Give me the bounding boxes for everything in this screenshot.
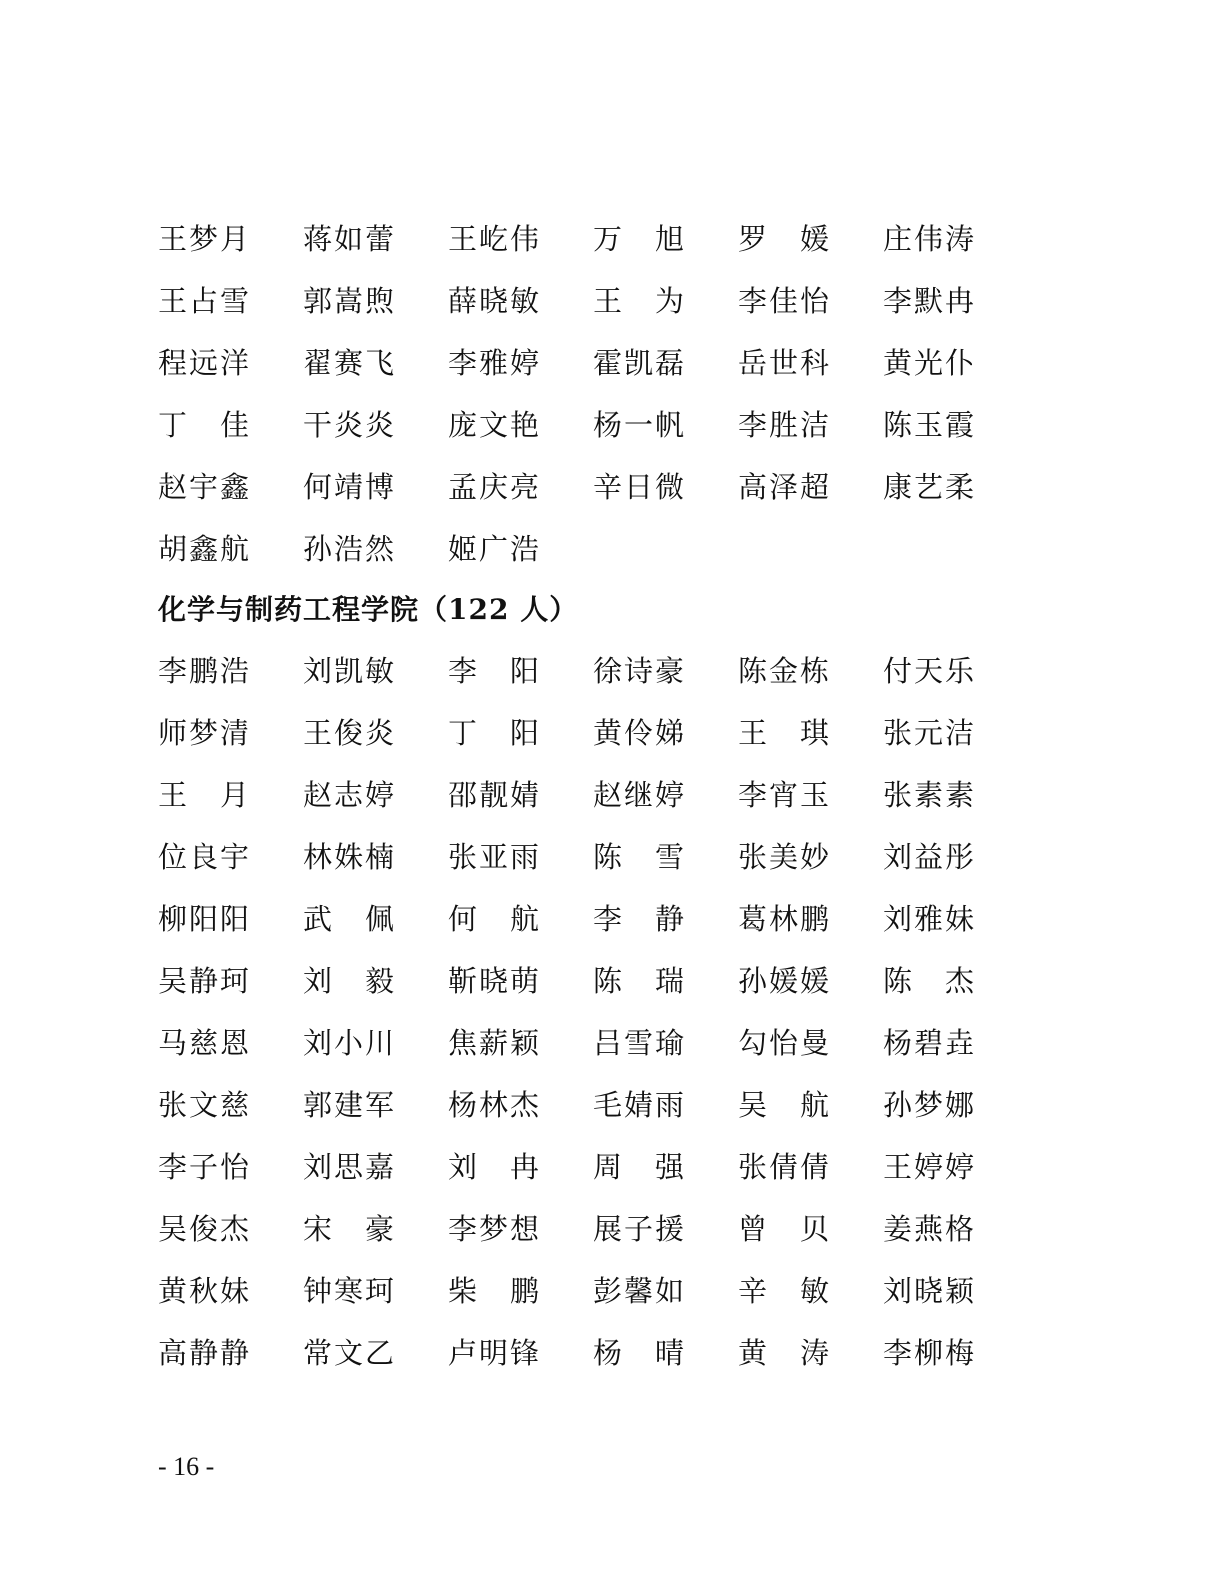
- name-cell: 卢明锋: [448, 1336, 542, 1370]
- name-cell: 刘 毅: [303, 964, 397, 998]
- name-cell: 丁 阳: [448, 716, 542, 750]
- name-cell: 干炎炎: [303, 408, 397, 442]
- name-cell: 彭馨如: [593, 1274, 687, 1308]
- name-cell: 毛婧雨: [593, 1088, 687, 1122]
- name-cell: 王俊炎: [303, 716, 397, 750]
- name-cell: 吴俊杰: [158, 1212, 252, 1246]
- name-cell: 曾 贝: [738, 1212, 832, 1246]
- name-cell: 王屹伟: [448, 222, 542, 256]
- name-cell: 勾怡曼: [738, 1026, 832, 1060]
- name-cell: 庞文艳: [448, 408, 542, 442]
- name-row: [158, 1198, 1058, 1260]
- name-row: [158, 1260, 1058, 1322]
- name-cell: 马慈恩: [158, 1026, 252, 1060]
- name-cell: 何 航: [448, 902, 542, 936]
- name-cell: 庄伟涛: [883, 222, 977, 256]
- name-row: [158, 518, 1058, 580]
- name-row: [158, 1136, 1058, 1198]
- name-cell: 王 月: [158, 778, 252, 812]
- name-cell: 杨林杰: [448, 1088, 542, 1122]
- name-cell: 林姝楠: [303, 840, 397, 874]
- name-row: [158, 270, 1058, 332]
- page-number: - 16 -: [158, 1452, 215, 1481]
- name-cell: 徐诗豪: [593, 654, 687, 688]
- name-cell: 周 强: [593, 1150, 687, 1184]
- name-cell: 张美妙: [738, 840, 832, 874]
- name-cell: 展子援: [593, 1212, 687, 1246]
- name-cell: 郭建军: [303, 1088, 397, 1122]
- name-cell: 焦薪颖: [448, 1026, 542, 1060]
- name-cell: 李佳怡: [738, 284, 832, 318]
- name-cell: 王婷婷: [883, 1150, 977, 1184]
- name-cell: 赵宇鑫: [158, 470, 252, 504]
- name-row: [158, 332, 1058, 394]
- name-cell: 岳世科: [738, 346, 832, 380]
- name-cell: 辛 敏: [738, 1274, 832, 1308]
- name-list-section-2: [158, 640, 1058, 1384]
- name-cell: 赵继婷: [593, 778, 687, 812]
- name-cell: 黄伶娣: [593, 716, 687, 750]
- name-cell: 孟庆亮: [448, 470, 542, 504]
- name-row: [158, 826, 1058, 888]
- name-cell: 陈金栋: [738, 654, 832, 688]
- name-row: [158, 394, 1058, 456]
- name-cell: 孙浩然: [303, 532, 397, 566]
- name-cell: 翟赛飞: [303, 346, 397, 380]
- name-cell: 陈 杰: [883, 964, 977, 998]
- name-cell: 黄光仆: [883, 346, 977, 380]
- name-list-section-1: [158, 208, 1058, 580]
- name-cell: 高泽超: [738, 470, 832, 504]
- name-cell: 钟寒珂: [303, 1274, 397, 1308]
- name-cell: 刘雅妹: [883, 902, 977, 936]
- name-cell: 胡鑫航: [158, 532, 252, 566]
- name-cell: 吴静珂: [158, 964, 252, 998]
- name-cell: 辛日微: [593, 470, 687, 504]
- name-cell: 姬广浩: [448, 532, 542, 566]
- name-cell: 武 佩: [303, 902, 397, 936]
- name-row: [158, 456, 1058, 518]
- name-cell: 陈玉霞: [883, 408, 977, 442]
- name-cell: 李默冉: [883, 284, 977, 318]
- name-cell: 薛晓敏: [448, 284, 542, 318]
- name-row: [158, 640, 1058, 702]
- name-cell: 张文慈: [158, 1088, 252, 1122]
- name-cell: 刘凯敏: [303, 654, 397, 688]
- name-cell: 陈 雪: [593, 840, 687, 874]
- name-cell: 刘益彤: [883, 840, 977, 874]
- name-cell: 王占雪: [158, 284, 252, 318]
- name-cell: 杨一帆: [593, 408, 687, 442]
- name-cell: 李宵玉: [738, 778, 832, 812]
- name-row: [158, 208, 1058, 270]
- name-cell: 李柳梅: [883, 1336, 977, 1370]
- name-cell: 李 阳: [448, 654, 542, 688]
- name-cell: 程远洋: [158, 346, 252, 380]
- name-cell: 师梦清: [158, 716, 252, 750]
- name-cell: 位良宇: [158, 840, 252, 874]
- name-cell: 孙媛媛: [738, 964, 832, 998]
- name-cell: 王 为: [593, 284, 687, 318]
- name-cell: 李子怡: [158, 1150, 252, 1184]
- name-cell: 刘晓颖: [883, 1274, 977, 1308]
- name-row: [158, 1012, 1058, 1074]
- name-cell: 柴 鹏: [448, 1274, 542, 1308]
- name-cell: 常文乙: [303, 1336, 397, 1370]
- name-row: [158, 1322, 1058, 1384]
- name-cell: 王梦月: [158, 222, 252, 256]
- section-heading: 化学与制药工程学院（122 人）: [158, 593, 579, 626]
- name-cell: 刘思嘉: [303, 1150, 397, 1184]
- name-cell: 张亚雨: [448, 840, 542, 874]
- name-cell: 丁 佳: [158, 408, 252, 442]
- name-cell: 葛林鹏: [738, 902, 832, 936]
- name-cell: 蒋如蕾: [303, 222, 397, 256]
- name-cell: 李胜洁: [738, 408, 832, 442]
- name-cell: 靳晓萌: [448, 964, 542, 998]
- name-cell: 邵靓婧: [448, 778, 542, 812]
- name-cell: 赵志婷: [303, 778, 397, 812]
- name-cell: 李梦想: [448, 1212, 542, 1246]
- name-cell: 霍凯磊: [593, 346, 687, 380]
- name-cell: 黄秋妹: [158, 1274, 252, 1308]
- name-cell: 李 静: [593, 902, 687, 936]
- name-row: [158, 950, 1058, 1012]
- name-cell: 杨 晴: [593, 1336, 687, 1370]
- name-cell: 高静静: [158, 1336, 252, 1370]
- name-row: [158, 764, 1058, 826]
- name-cell: 罗 媛: [738, 222, 832, 256]
- name-cell: 郭嵩煦: [303, 284, 397, 318]
- name-row: [158, 1074, 1058, 1136]
- name-cell: 李鹏浩: [158, 654, 252, 688]
- name-cell: 刘 冉: [448, 1150, 542, 1184]
- name-row: [158, 702, 1058, 764]
- name-cell: 李雅婷: [448, 346, 542, 380]
- name-cell: 张倩倩: [738, 1150, 832, 1184]
- name-cell: 孙梦娜: [883, 1088, 977, 1122]
- name-cell: 柳阳阳: [158, 902, 252, 936]
- name-cell: 张元洁: [883, 716, 977, 750]
- name-cell: 姜燕格: [883, 1212, 977, 1246]
- name-cell: 杨碧垚: [883, 1026, 977, 1060]
- name-cell: 张素素: [883, 778, 977, 812]
- name-cell: 王 琪: [738, 716, 832, 750]
- name-cell: 吴 航: [738, 1088, 832, 1122]
- name-cell: 付天乐: [883, 654, 977, 688]
- name-row: [158, 888, 1058, 950]
- name-cell: 万 旭: [593, 222, 687, 256]
- name-cell: 康艺柔: [883, 470, 977, 504]
- name-cell: 吕雪瑜: [593, 1026, 687, 1060]
- name-cell: 黄 涛: [738, 1336, 832, 1370]
- name-cell: 何靖博: [303, 470, 397, 504]
- name-cell: 宋 豪: [303, 1212, 397, 1246]
- name-cell: 刘小川: [303, 1026, 397, 1060]
- name-cell: 陈 瑞: [593, 964, 687, 998]
